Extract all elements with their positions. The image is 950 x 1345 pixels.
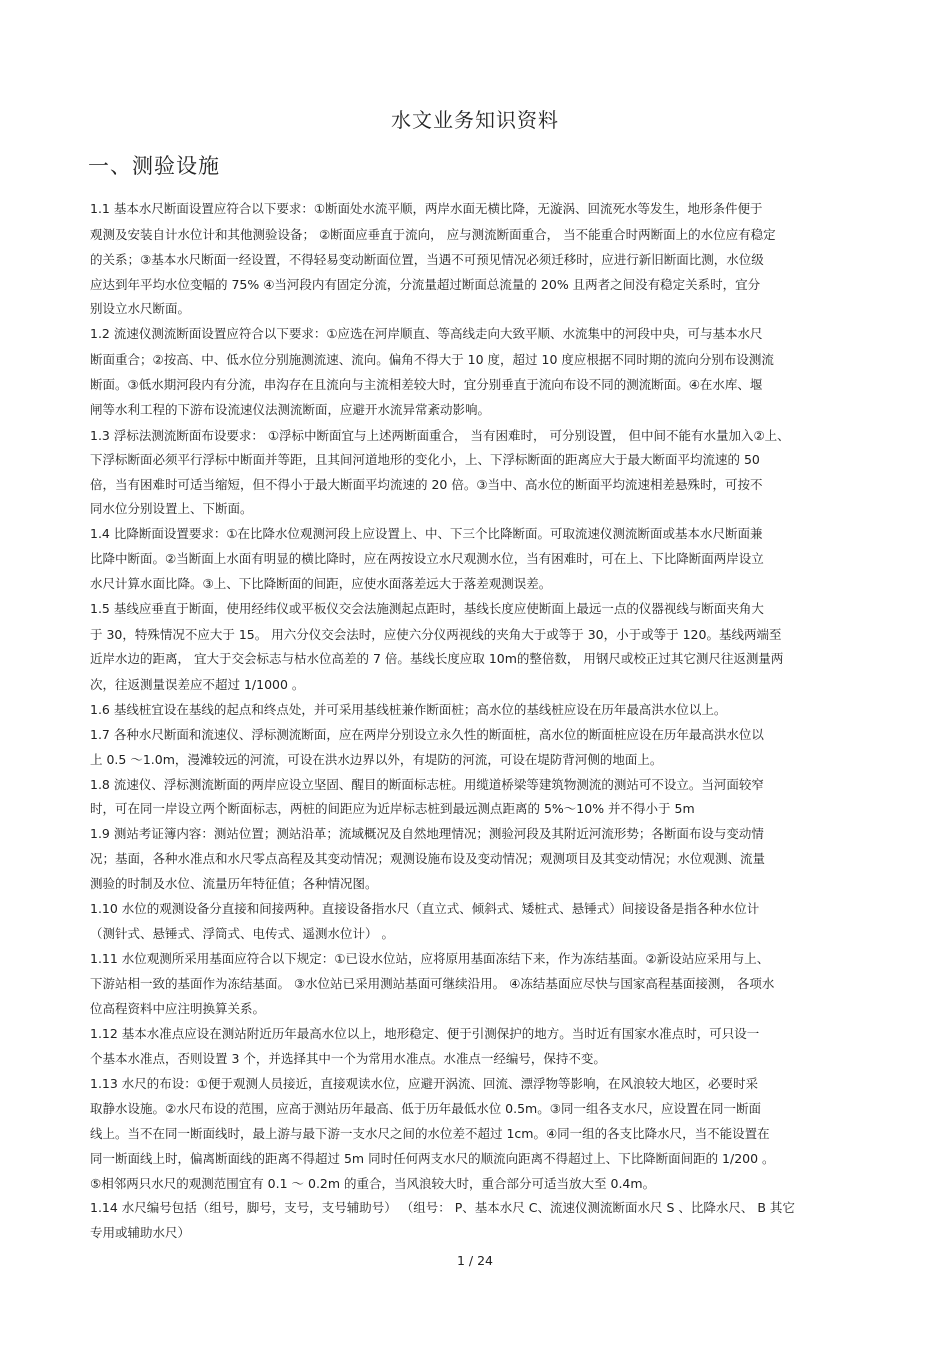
text-line: 次，往返测量误差应不超过 1/1000 。	[90, 677, 305, 692]
text-line: 位高程资料中应注明换算关系。	[90, 1001, 266, 1016]
text-line: 1.4 比降断面设置要求：①在比降水位观测河段上应设置上、中、下三个比降断面。可取流速仪测流断面或基本水尺断面兼	[90, 526, 763, 541]
text-line: 下浮标断面必须平行浮标中断面并等距，且其间河道地形的变化小，上、下浮标断面的距离应大于最大断面平均流速的 50	[90, 452, 760, 467]
text-line: 同水位分别设置上、下断面。	[90, 501, 253, 516]
text-line: 1.10 水位的观测设备分直接和间接两种。直接设备指水尺（直立式、倾斜式、矮桩式、悬锤式）间接设备是指各种水位计	[90, 901, 760, 916]
text-line: 断面。③低水期河段内有分流，串沟存在且流向与主流相差较大时，宜分别垂直于流向布设不同的测流断面。④在水库、堰	[90, 377, 763, 392]
text-line: 观测及安装自计水位计和其他测验设备； ②断面应垂直于流向， 应与测流断面重合， 当不能重合时两断面上的水位应有稳定	[90, 227, 776, 242]
text-line: 同一断面线上时，偏离断面线的距离不得超过 5m 同时任何两支水尺的顺流向距离不得超过上、下比降断面间距的 1/200 。	[90, 1151, 775, 1166]
text-line: 测验的时制及水位、流量历年特征值；各种情况图。	[90, 876, 378, 891]
text-line: 闸等水利工程的下游布设流速仪法测流断面，应避开水流异常紊动影响。	[90, 402, 491, 417]
text-line: 1.9 测站考证簿内容：测站位置；测站沿革；流域概况及自然地理情况；测验河段及其附近河流形势；各断面布设与变动情	[90, 826, 764, 841]
text-line: 的关系；③基本水尺断面一经设置，不得轻易变动断面位置，当遇不可预见情况必须迁移时，应进行新旧断面比测，水位级	[90, 252, 764, 267]
text-line: ⑤相邻两只水尺的观测范围宜有 0.1 ～ 0.2m 的重合，当风浪较大时，重合部分可适当放大至 0.4m。	[90, 1176, 656, 1191]
text-line: 1.5 基线应垂直于断面，使用经纬仪或平板仪交会法施测起点距时，基线长度应使断面上最远一点的仪器视线与断面夹角大	[90, 601, 764, 616]
text-line: 下游站相一致的基面作为冻结基面。 ③水位站已采用测站基面可继续沿用。 ④冻结基面应尽快与国家高程基面接测， 各项水	[90, 976, 775, 991]
text-line: 时，可在同一岸设立两个断面标志，两桩的间距应为近岸标志桩到最远测点距离的 5%～10% 并不得小于 5m	[90, 801, 695, 816]
text-line: 专用或辅助水尺）	[90, 1225, 191, 1240]
text-line: 别设立水尺断面。	[90, 301, 191, 316]
text-line: 1.13 水尺的布设：①便于观测人员接近，直接观读水位，应避开涡流、回流、漂浮物等影响，在风浪较大地区，必要时采	[90, 1076, 759, 1091]
text-line: 于 30，特殊情况不应大于 15。 用六分仪交会法时，应使六分仪两视线的夹角大于或等于 30，小于或等于 120。基线两端至	[90, 627, 782, 642]
text-line: 1.11 水位观测所采用基面应符合以下规定：①已设水位站，应将原用基面冻结下来，作为冻结基面。②新设站应采用与上、	[90, 951, 770, 966]
text-line: 断面重合；②按高、中、低水位分别施测流速、流向。偏角不得大于 10 度，超过 10 度应根据不同时期的流向分别布设测流	[90, 352, 774, 367]
text-line: 1.1 基本水尺断面设置应符合以下要求：①断面处水流平顺，两岸水面无横比降，无漩涡、回流死水等发生，地形条件便于	[90, 201, 763, 216]
text-line: 近岸水边的距离， 宜大于交会标志与枯水位高差的 7 倍。基线长度应取 10m的整倍数， 用钢尺或校正过其它测尺往返测量两	[90, 651, 784, 666]
text-line: 1.3 浮标法测流断面布设要求： ①浮标中断面宜与上述两断面重合， 当有困难时， 可分别设置， 但中间不能有水量加入②上、	[90, 428, 790, 443]
page-title: 水文业务知识资料	[391, 108, 559, 132]
text-line: 取静水设施。②水尺布设的范围，应高于测站历年最高、低于历年最低水位 0.5m。③同一组各支水尺，应设置在同一断面	[90, 1101, 761, 1116]
text-line: （测针式、悬锤式、浮筒式、电传式、遥测水位计） 。	[90, 926, 394, 941]
text-line: 线上。当不在同一断面线时，最上游与最下游一支水尺之间的水位差不超过 1cm。④同一组的各支比降水尺，当不能设置在	[90, 1126, 770, 1141]
text-line: 1.6 基线桩宜设在基线的起点和终点处，并可采用基线桩兼作断面桩；高水位的基线桩应设在历年最高洪水位以上。	[90, 702, 727, 717]
page-number: 1 / 24	[456, 1253, 494, 1268]
text-line: 1.7 各种水尺断面和流速仪、浮标测流断面，应在两岸分别设立永久性的断面桩，高水位的断面桩应设在历年最高洪水位以	[90, 727, 764, 742]
text-line: 应达到年平均水位变幅的 75% ④当河段内有固定分流，分流量超过断面总流量的 20% 且两者之间没有稳定关系时，宜分	[90, 277, 761, 292]
text-line: 况；基面，各种水准点和水尺零点高程及其变动情况；观测设施布设及变动情况；观测项目及其变动情况；水位观测、流量	[90, 851, 766, 866]
text-line: 上 0.5 ～1.0m，漫滩较远的河流，可设在洪水边界以外，有堤防的河流，可设在堤防背河侧的地面上。	[90, 752, 663, 767]
text-line: 比降中断面。②当断面上水面有明显的横比降时，应在两按设立水尺观测水位，当有困难时，可在上、下比降断面两岸设立	[90, 551, 764, 566]
text-line: 1.8 流速仪、浮标测流断面的两岸应设立坚固、醒目的断面标志桩。用缆道桥梁等建筑物测流的测站可不设立。当河面较窄	[90, 777, 764, 792]
text-line: 1.12 基本水准点应设在测站附近历年最高水位以上，地形稳定、便于引测保护的地方。当时近有国家水准点时，可只设一	[90, 1026, 760, 1041]
text-line: 个基本水准点，否则设置 3 个，并选择其中一个为常用水准点。水准点一经编号，保持不变。	[90, 1051, 606, 1066]
section-heading: 一、测验设施	[88, 154, 220, 178]
text-line: 水尺计算水面比降。③上、下比降断面的间距，应使水面落差远大于落差观测误差。	[90, 576, 552, 591]
text-line: 倍，当有困难时可适当缩短，但不得小于最大断面平均流速的 20 倍。③当中、高水位的断面平均流速相差悬殊时，可按不	[90, 477, 763, 492]
text-line: 1.2 流速仪测流断面设置应符合以下要求：①应选在河岸顺直、等高线走向大致平顺、水流集中的河段中央，可与基本水尺	[90, 326, 763, 341]
text-line: 1.14 水尺编号包括（组号，脚号，支号，支号辅助号） （组号： P、基本水尺 C、流速仪测流断面水尺 S 、比降水尺、 B 其它	[90, 1200, 795, 1215]
